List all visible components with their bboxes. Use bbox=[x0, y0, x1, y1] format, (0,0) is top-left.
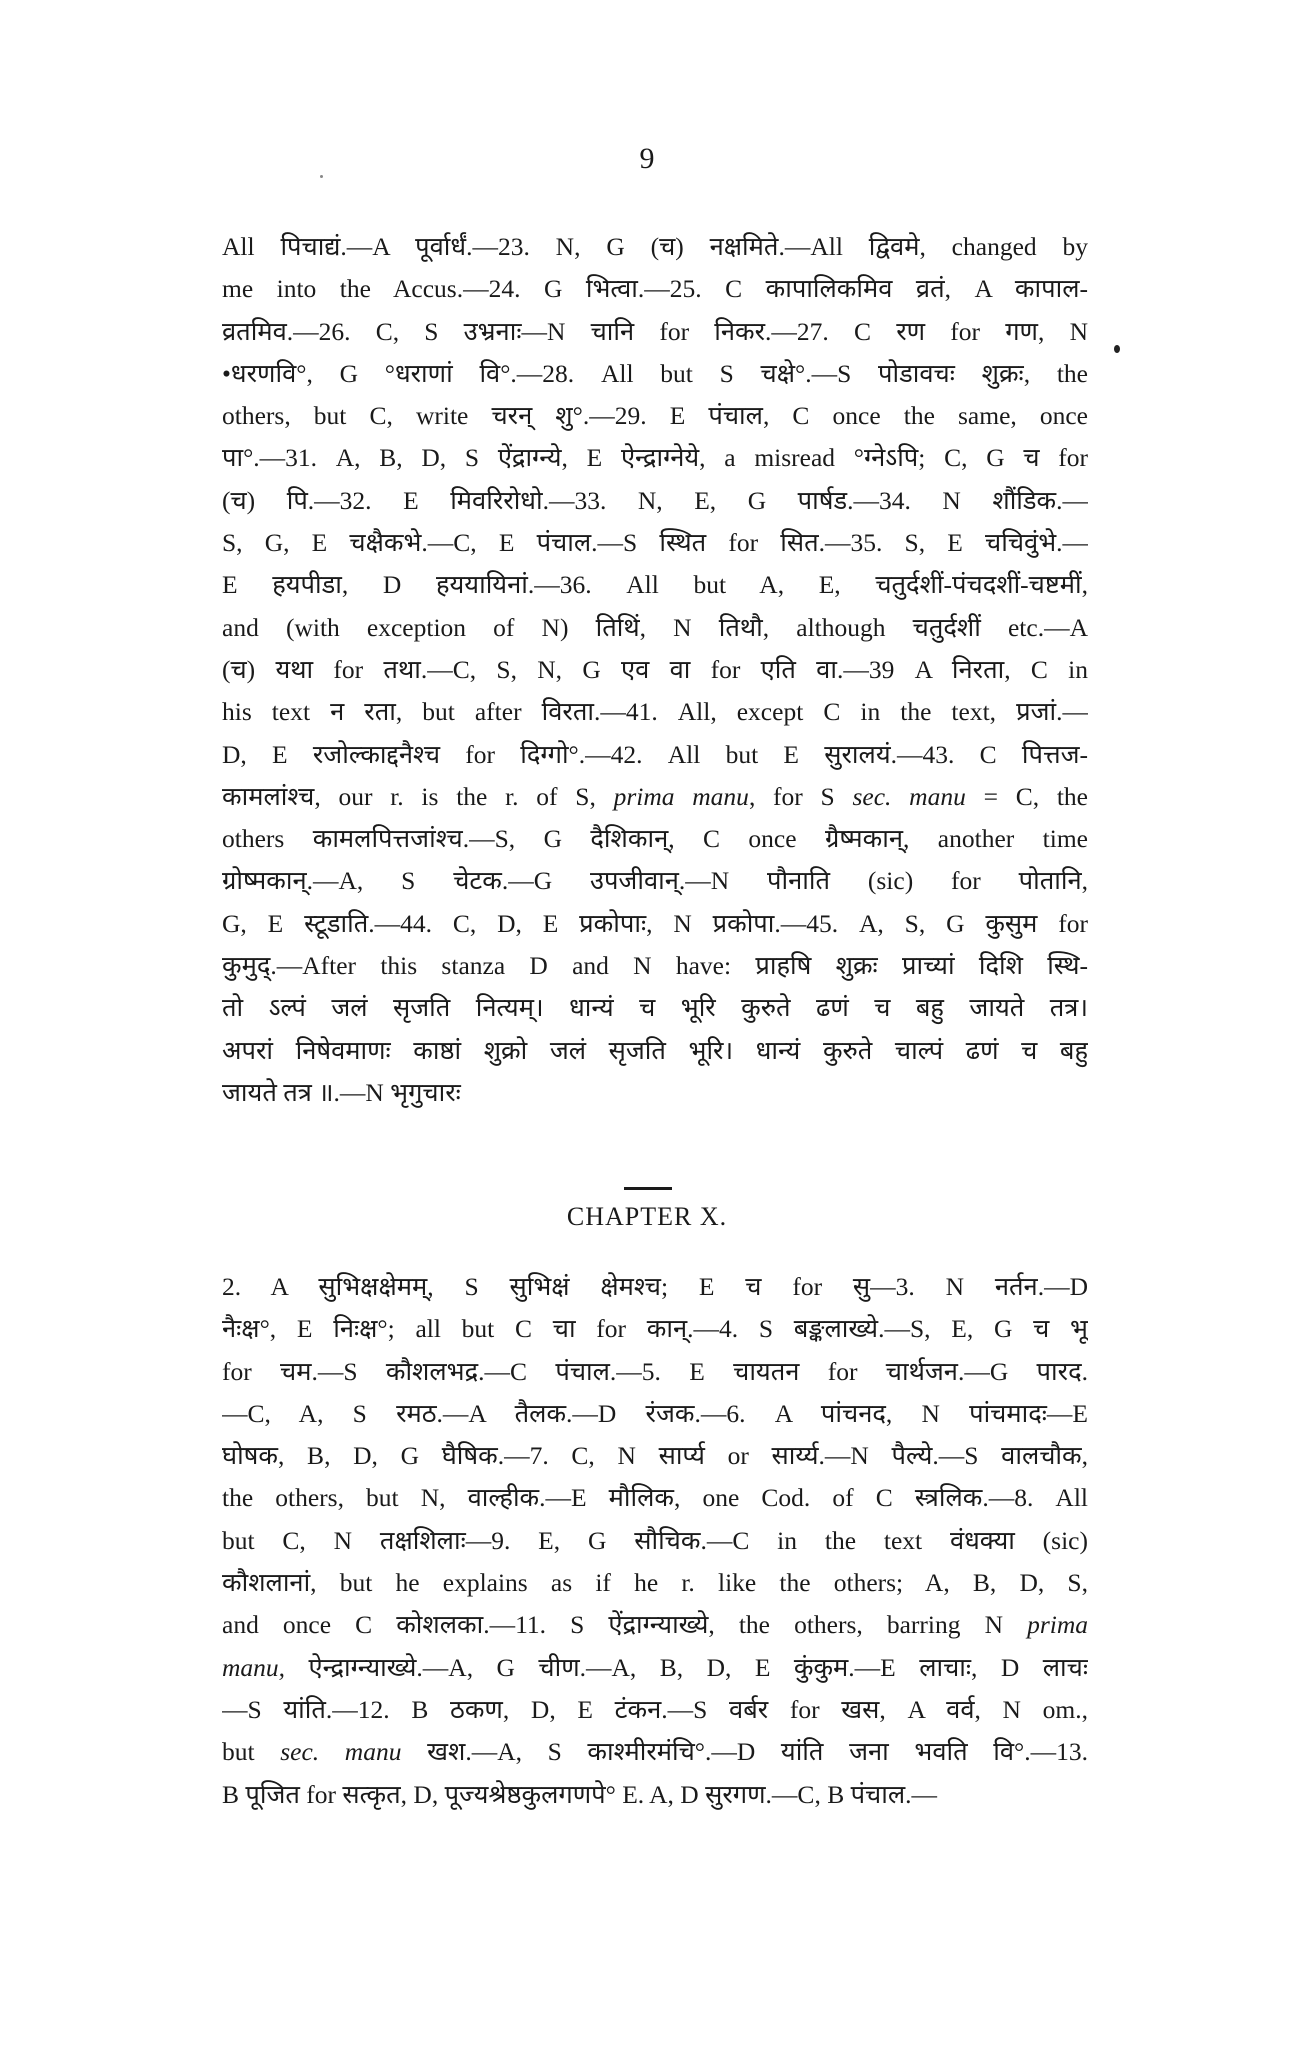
text-line: पा°.—31. A, B, D, S ऐंद्राग्न्ये, E ऐन्द्राग्नेये, a misread °ग्नेऽपि; C, G च for bbox=[222, 443, 1088, 473]
text-line: G, E स्टूडाति.—44. C, D, E प्रकोपाः, N प्रकोपा.—45. A, S, G कुसुम for bbox=[222, 908, 1088, 938]
text-line: 2. A सुभिक्षक्षेमम्, S सुभिक्षं क्षेमश्च; E च for सु—3. N नर्तन.—D bbox=[222, 1272, 1088, 1301]
text-line: तो ऽल्पं जलं सृजति नित्यम्। धान्यं च भूरि कुरुते ढणं च बहु जायते तत्र। bbox=[222, 993, 1088, 1023]
text-line: his text न रता, but after विरता.—41. All, except C in the text, प्रजां.— bbox=[222, 697, 1088, 727]
text-line: manu, ऐन्द्राग्न्याख्ये.—A, G चीण.—A, B, D, E कुंकुम.—E लाचाः, D लाचः bbox=[222, 1652, 1088, 1682]
text-line: कौशलानां, but he explains as if he r. like the others; A, B, D, S, bbox=[222, 1568, 1088, 1598]
text-line: B पूजित for सत्कृत, D, पूज्यश्रेष्ठकुलगणपे° E. A, D सुरगण.—C, B पंचाल.— bbox=[222, 1779, 938, 1809]
text-line: but C, N तक्षशिलाः—9. E, G सौचिक.—C in the text वंधक्या (sic) bbox=[222, 1525, 1088, 1555]
text-line: and (with exception of N) तिथिं, N तिथौ, although चतुर्दशीं etc.—A bbox=[222, 612, 1088, 642]
text-line: व्रतमिव.—26. C, S उभ्रनाः—N चानि for निकर.—27. C रण for गण, N bbox=[222, 316, 1088, 346]
text-line: (च) यथा for तथा.—C, S, N, G एव वा for एति वा.—39 A निरता, C in bbox=[222, 654, 1088, 684]
stray-dot bbox=[1114, 345, 1120, 353]
text-line: घोषक, B, D, G घैषिक.—7. C, N सार्प्य or सार्य्य.—N पैल्ये.—S वालचौक, bbox=[222, 1441, 1088, 1471]
text-line: and once C कोशलका.—11. S ऐंद्राग्न्याख्ये, the others, barring N prima bbox=[222, 1610, 1088, 1640]
text-line: (च) पि.—32. E मिवरिरोधो.—33. N, E, G पार्षड.—34. N शौंडिक.— bbox=[222, 485, 1088, 515]
text-line: for चम.—S कौशलभद्र.—C पंचाल.—5. E चायतन for चार्थजन.—G पारद. bbox=[222, 1356, 1088, 1386]
text-line: the others, but N, वाल्हीक.—E मौलिक, one Cod. of C स्त्रलिक.—8. All bbox=[222, 1483, 1088, 1513]
text-line: but sec. manu खश.—A, S काश्मीरमंचि°.—D यांति जना भवति वि°.—13. bbox=[222, 1737, 1088, 1767]
text-line: D, E रजोल्काद्दनैश्च for दिग्गो°.—42. All but E सुरालयं.—43. C पित्तज- bbox=[222, 739, 1088, 769]
text-line: S, G, E चक्षैकभे.—C, E पंचाल.—S स्थित for सित.—35. S, E चचिवुंभे.— bbox=[222, 528, 1088, 558]
text-section-1 bbox=[222, 226, 1088, 1114]
text-line: •धरणवि°, G °धराणां वि°.—28. All but S चक्षे°.—S पोडावचः शुक्रः, the bbox=[222, 358, 1088, 388]
chapter-heading: CHAPTER X. bbox=[566, 1202, 728, 1231]
text-line: कुमुद्.—After this stanza D and N have: प्राहषि शुक्रः प्राच्यां दिशि स्थि- bbox=[222, 951, 1088, 981]
text-line: अपरां निषेवमाणः काष्ठां शुक्रो जलं सृजति भूरि। धान्यं कुरुते चाल्पं ढणं च बहु bbox=[222, 1035, 1088, 1065]
text-line: others कामलपित्तजांश्च.—S, G दैशिकान्, C once ग्रैष्मकान्, another time bbox=[222, 824, 1088, 854]
text-line: जायते तत्र ॥.—N भृगुचारः bbox=[222, 1077, 461, 1107]
text-line: —S यांति.—12. B ठकण, D, E टंकन.—S वर्बर for खस, A वर्व, N om., bbox=[222, 1694, 1088, 1724]
text-line: All पिचाद्यं.—A पूर्वार्धं.—23. N, G (च) नक्षमिते.—All द्विवमे, changed by bbox=[222, 232, 1088, 261]
text-section-2 bbox=[222, 1266, 1088, 1816]
text-line: me into the Accus.—24. G भित्वा.—25. C कापालिकमिव व्रतं, A कापाल- bbox=[222, 274, 1088, 304]
text-line: others, but C, write चरन् शु°.—29. E पंचाल, C once the same, once bbox=[222, 401, 1088, 431]
section-divider bbox=[624, 1187, 672, 1190]
text-line: E हयपीडा, D हययायिनां.—36. All but A, E, चतुर्दशीं-पंचदशीं-चष्टमीं, bbox=[222, 570, 1088, 600]
page-number: 9 bbox=[639, 142, 655, 175]
text-line: नैःक्ष°, E निःक्ष°; all but C चा for कान्.—4. S बङ्कलाख्ये.—S, E, G च भू bbox=[222, 1314, 1088, 1344]
text-line: कामलांश्च, our r. is the r. of S, prima manu, for S sec. manu = C, the bbox=[222, 781, 1088, 811]
text-line: —C, A, S रमठ.—A तैलक.—D रंजक.—6. A पांचनद, N पांचमादः—E bbox=[222, 1398, 1088, 1428]
text-line: ग्रोष्मकान्.—A, S चेटक.—G उपजीवान्.—N पौनाति (sic) for पोतानि, bbox=[222, 866, 1088, 896]
